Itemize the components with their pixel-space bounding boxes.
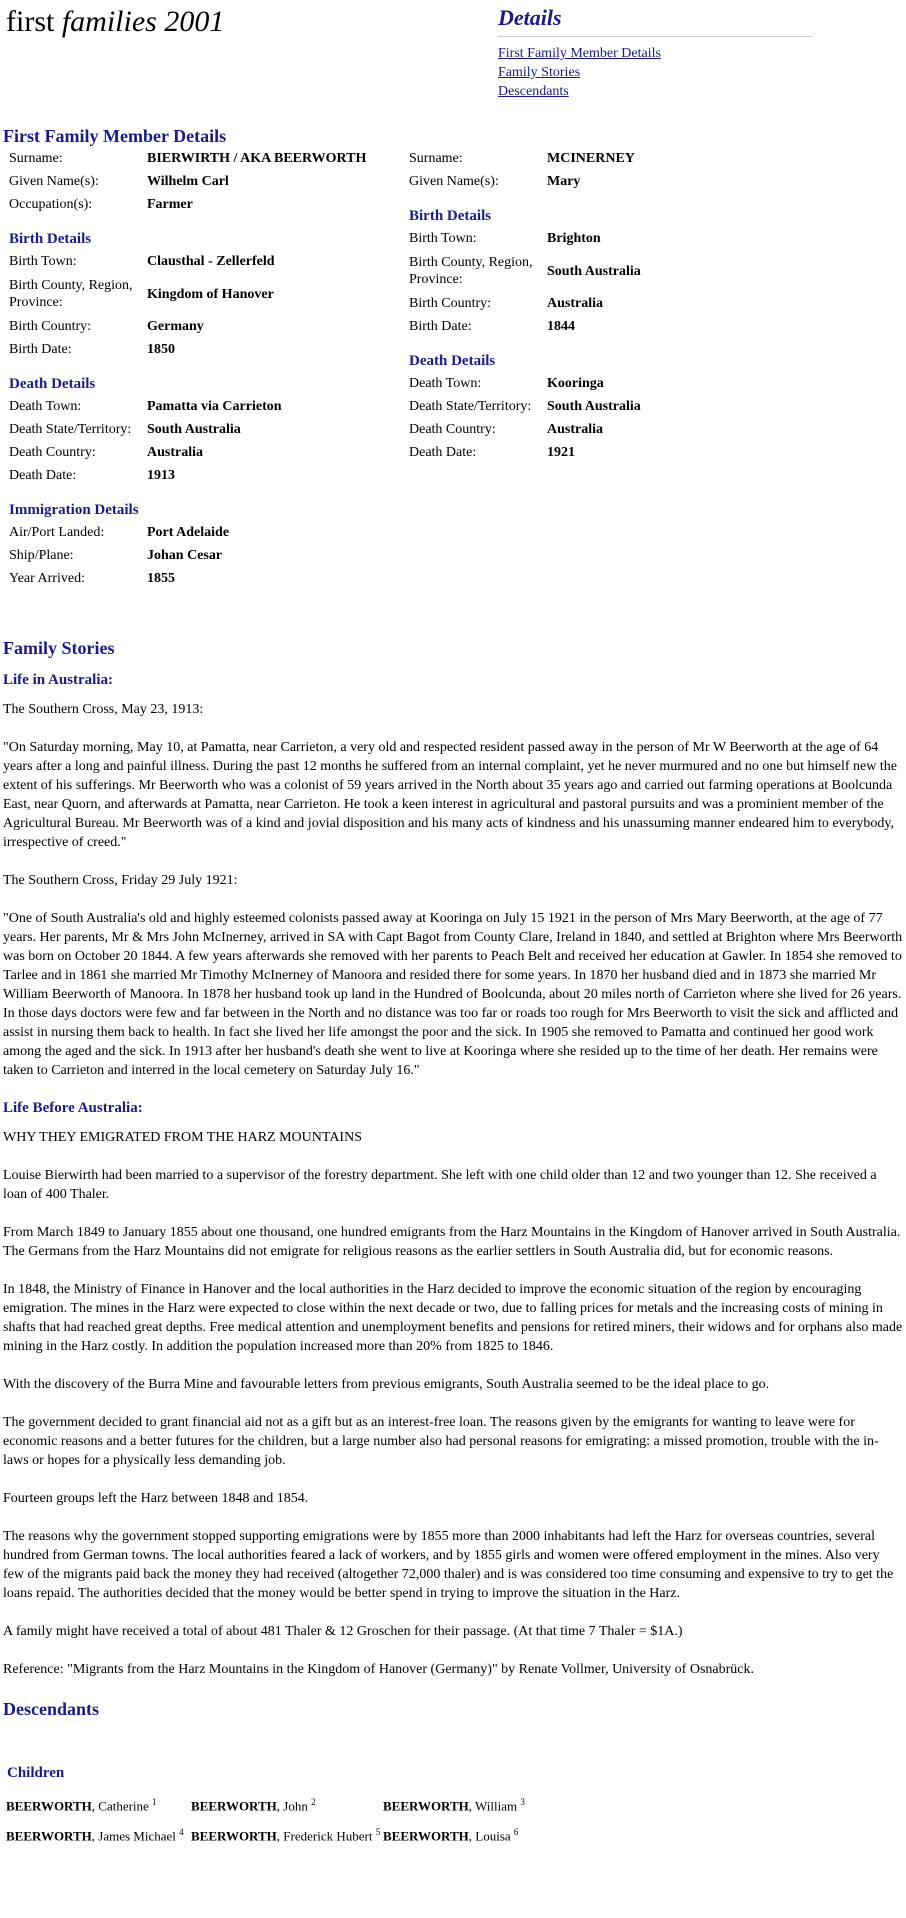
p1-immigration-heading: Immigration Details xyxy=(9,501,139,518)
story-paragraph: With the discovery of the Burra Mine and favourable letters from previous emigrants, South Australia seemed to be the ideal place to go. xyxy=(3,1377,770,1392)
story-paragraph: WHY THEY EMIGRATED FROM THE HARZ MOUNTAINS xyxy=(3,1130,362,1145)
child-surname: BEERWORTH xyxy=(6,1798,92,1814)
story-paragraph: The Southern Cross, May 23, 1913: xyxy=(3,702,204,717)
details-heading: Details xyxy=(498,4,813,37)
p1-death-date: 1913 xyxy=(147,468,175,483)
children-heading: Children xyxy=(7,1765,65,1781)
label-occupation: Occupation(s): xyxy=(9,197,93,212)
children-list xyxy=(3,1789,903,1850)
label-port: Air/Port Landed: xyxy=(9,525,105,540)
link-family-stories[interactable]: Family Stories xyxy=(498,65,581,80)
link-first-family-member-details[interactable]: First Family Member Details xyxy=(498,46,661,61)
story-paragraph: Fourteen groups left the Harz between 1848 and 1854. xyxy=(3,1491,309,1506)
p1-birth-details-heading: Birth Details xyxy=(9,230,92,247)
child-ref-number: 5 xyxy=(375,1827,381,1838)
site-title xyxy=(6,4,224,40)
p1-birth-town: Clausthal - Zellerfeld xyxy=(147,254,275,269)
child-ref-number: 3 xyxy=(520,1797,525,1807)
label-birth-date: Birth Date: xyxy=(9,342,72,357)
family-stories-heading: Family Stories xyxy=(3,638,115,658)
life-in-australia-heading: Life in Australia: xyxy=(3,672,114,688)
label-death-state: Death State/Territory: xyxy=(409,399,532,414)
label-death-country: Death Country: xyxy=(409,422,496,437)
p1-occupation: Farmer xyxy=(147,197,193,212)
story-paragraph: From March 1849 to January 1855 about one thousand, one hundred emigrants from the Harz Mountains in the Kingdom of Hanover arrived in South Australia. The Germans from the Harz Mountains did not emigrate for religious reasons as the earlier settlers in South Australia did, but for economic reasons. xyxy=(3,1225,901,1259)
p1-given: Wilhelm Carl xyxy=(147,174,229,189)
details-nav xyxy=(498,4,813,101)
label-death-town: Death Town: xyxy=(409,376,482,391)
label-birth-date: Birth Date: xyxy=(409,319,472,334)
story-paragraph: The government decided to grant financial aid not as a gift but as an interest-free loan. The reasons given by the emigrants for wanting to leave were for economic reasons and a better futures for the children, but a large number also had personal reasons for emigrating: a missed promotion, trouble with the in-laws or hopes for a physically less demanding job. xyxy=(3,1415,879,1468)
family-stories xyxy=(3,671,903,1679)
child-given: , Louisa xyxy=(468,1828,511,1844)
main-content xyxy=(3,125,903,1850)
p1-death-details-heading: Death Details xyxy=(9,375,96,392)
child-item[interactable] xyxy=(191,1819,383,1849)
label-death-country: Death Country: xyxy=(9,445,96,460)
p1-year: 1855 xyxy=(147,571,175,586)
site-title-italic: families 2001 xyxy=(61,5,225,38)
label-year: Year Arrived: xyxy=(9,571,85,586)
child-item[interactable] xyxy=(6,1789,191,1819)
story-paragraph: The reasons why the government stopped supporting emigrations were by 1855 more than 2000 inhabitants had left the Harz for overseas countries, several hundred from German towns. The local authorities feared a lack of workers, and by 1855 girls and women were offered employment in the mines. Also very few of the migrants paid back the money they had received (altogether 72,000 thaler) and is was considered too time consuming and expensive to try to get the loans repaid. The authorities decided that the money would be better spend in trying to improve the situation in the Harz. xyxy=(3,1529,894,1601)
p2-birth-date: 1844 xyxy=(547,319,575,334)
p2-birth-town: Brighton xyxy=(547,231,601,246)
label-death-date: Death Date: xyxy=(9,468,77,483)
story-paragraph: "One of South Australia's old and highly esteemed colonists passed away at Kooringa on July 15 1921 in the person of Mrs Mary Beerworth, at the age of 77 years. Her parents, Mr & Mrs John McInerney, arrived in SA with Capt Bagot from County Clare, Ireland in 1840, and settled at Brighton where Mrs Beerworth was born on October 20 1844. A few years afterwards she removed with her parents to Peach Belt and received her education at Gawler. In 1854 she removed to Tarlee and in 1861 she married Mr Timothy McInerney of Manoora and resided there for some years. In 1870 her husband died and in 1873 she married Mr William Beerworth of Manoora. In 1878 her husband took up land in the Hundred of Boolcunda, about 20 miles north of Carrieton where she lived for 26 years. In those days doctors were few and far between in the North and no distance was too far or roads too rough for Mrs Beerworth to visit the sick and afflicted and assist in nursing them back to health. In fact she lived her life amongst the poor and the sick. In 1905 she removed to Pamatta and continued her good work among the aged and the sick. In 1913 after her husband's death she went to live at Kooringa where she resided up to the time of her death. Her remains were taken to Carrieton and interred in the local cemetery on Saturday July 16." xyxy=(3,911,903,1078)
p1-port: Port Adelaide xyxy=(147,525,230,540)
details-links xyxy=(498,44,813,101)
label-death-date: Death Date: xyxy=(409,445,477,460)
p1-death-state: South Australia xyxy=(147,422,241,437)
link-descendants[interactable]: Descendants xyxy=(498,84,569,99)
p1-ship: Johan Cesar xyxy=(147,548,223,563)
child-given: , William xyxy=(468,1798,518,1814)
label-death-state: Death State/Territory: xyxy=(9,422,132,437)
p1-birth-country: Germany xyxy=(147,319,204,334)
label-death-town: Death Town: xyxy=(9,399,82,414)
p2-death-town: Kooringa xyxy=(547,376,604,391)
child-item[interactable] xyxy=(6,1819,191,1849)
child-surname: BEERWORTH xyxy=(383,1828,469,1844)
p2-death-date: 1921 xyxy=(547,445,575,460)
person-1 xyxy=(3,147,398,590)
label-birth-county: Birth County, Region, Province: xyxy=(409,255,533,287)
child-surname: BEERWORTH xyxy=(191,1828,277,1844)
story-paragraph: Reference: "Migrants from the Harz Mountains in the Kingdom of Hanover (Germany)" by Renate Vollmer, University of Osnabrück. xyxy=(3,1662,754,1677)
label-surname: Surname: xyxy=(9,151,63,166)
child-given: , James Michael xyxy=(91,1828,176,1844)
p2-birth-details-heading: Birth Details xyxy=(409,207,492,224)
child-surname: BEERWORTH xyxy=(6,1828,92,1844)
p2-death-state: South Australia xyxy=(547,399,641,414)
label-birth-country: Birth Country: xyxy=(409,296,492,311)
label-given: Given Name(s): xyxy=(409,174,499,189)
p2-birth-country: Australia xyxy=(547,296,603,311)
story-paragraph: In 1848, the Ministry of Finance in Hanover and the local authorities in the Harz decided to improve the economic situation of the region by encouraging emigration. The mines in the Harz were expected to close within the next decade or two, due to falling prices for metals and the increasing costs of mining in shafts that had reached great depths. Free medical attention and unemployment benefits and pensions for retired miners, their widows and for orphans also made mining in the Harz costly. In addition the population increased more than 20% from 1825 to 1846. xyxy=(3,1282,903,1354)
story-paragraph: The Southern Cross, Friday 29 July 1921: xyxy=(3,873,238,888)
life-before-australia-heading: Life Before Australia: xyxy=(3,1100,143,1116)
child-item[interactable] xyxy=(383,1789,583,1819)
story-paragraph: Louise Bierwirth had been married to a supervisor of the forestry department. She left with one child older than 12 and two younger than 12. She received a loan of 400 Thaler. xyxy=(3,1168,877,1202)
label-birth-town: Birth Town: xyxy=(409,231,477,246)
p1-surname: BIERWIRTH / AKA BEERWORTH xyxy=(147,151,367,166)
descendants-heading: Descendants xyxy=(3,1699,100,1719)
member-details xyxy=(3,147,903,637)
story-paragraph: A family might have received a total of about 481 Thaler & 12 Groschen for their passage. (At that time 7 Thaler = $1A.) xyxy=(3,1624,683,1639)
child-given: , Frederick Hubert xyxy=(276,1828,373,1844)
p2-death-details-heading: Death Details xyxy=(409,352,496,369)
child-ref-number: 4 xyxy=(179,1827,184,1838)
member-details-heading: First Family Member Details xyxy=(3,126,227,146)
person-2 xyxy=(403,147,803,464)
child-given: , Catherine xyxy=(91,1798,149,1814)
label-surname: Surname: xyxy=(409,151,463,166)
child-item[interactable] xyxy=(383,1819,583,1849)
child-surname: BEERWORTH xyxy=(383,1798,469,1814)
label-given: Given Name(s): xyxy=(9,174,99,189)
child-surname: BEERWORTH xyxy=(191,1798,277,1814)
p2-surname: MCINERNEY xyxy=(547,151,635,166)
label-birth-country: Birth Country: xyxy=(9,319,92,334)
p1-death-town: Pamatta via Carrieton xyxy=(147,399,282,414)
p1-birth-date: 1850 xyxy=(147,342,175,357)
p2-given: Mary xyxy=(547,174,581,189)
label-birth-town: Birth Town: xyxy=(9,254,77,269)
child-given: , John xyxy=(276,1798,308,1814)
p2-birth-county: South Australia xyxy=(547,263,641,279)
label-ship: Ship/Plane: xyxy=(9,548,74,563)
child-ref-number: 6 xyxy=(513,1827,519,1838)
p1-birth-county: Kingdom of Hanover xyxy=(147,286,274,302)
p2-death-country: Australia xyxy=(547,422,603,437)
label-birth-county: Birth County, Region, Province: xyxy=(9,278,133,310)
p1-death-country: Australia xyxy=(147,445,203,460)
child-ref-number: 2 xyxy=(311,1797,316,1807)
child-ref-number: 1 xyxy=(152,1797,157,1807)
story-paragraph: "On Saturday morning, May 10, at Pamatta, near Carrieton, a very old and respected resident passed away in the person of Mr W Beerworth at the age of 64 years after a long and painful illness. During the past 12 months he suffered from an internal complaint, yet he never murmured and no one but himself new the extent of his sufferings. Mr Beerworth who was a colonist of 59 years arrived in the North about 35 years ago and carried out farming operations at Boolcunda East, near Quorn, and afterwards at Pamatta, near Carrieton. He took a keen interest in agricultural and pastoral pursuits and was a prominient member of the Agricultural Bureau. Mr Beerworth was of a kind and jovial disposition and his many acts of kindness and his unassuming manner endeared him to everybody, irrespective of creed." xyxy=(3,740,897,850)
child-item[interactable] xyxy=(191,1789,383,1819)
site-title-plain: first xyxy=(6,5,55,38)
